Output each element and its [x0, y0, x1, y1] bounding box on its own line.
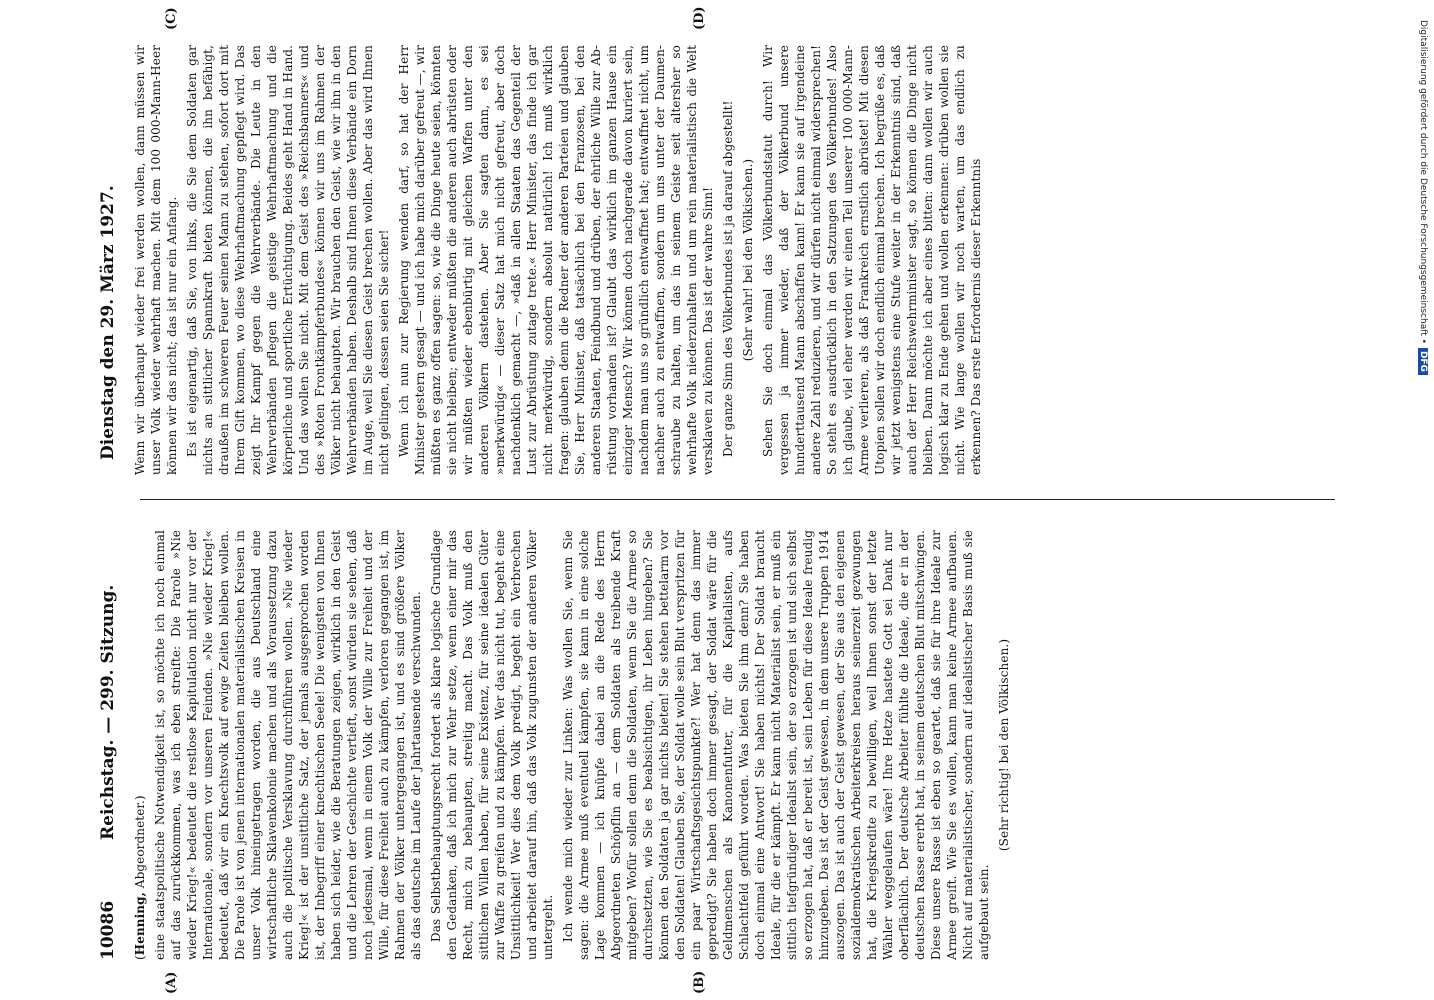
paragraph: Der ganze Sinn des Völkerbundes ist ja darauf abgestellt!: [721, 100, 735, 457]
digitization-note-text: Digitalisierung gefördert durch die Deutsche Forschungsgemeinschaft •: [1418, 20, 1428, 344]
margin-marker-b: (B): [692, 970, 707, 994]
interjection: (Sehr wahr! bei den Völkischen.): [741, 158, 755, 362]
left-column: [132, 530, 1016, 960]
speaker-line: (Henning, Abgeordneter.): [133, 795, 147, 960]
paragraph: Wenn wir überhaupt wieder frei werden wollen, dann müssen wir unser Volk wieder wehrhaft machen. Mit dem 100 000-Mann-Heer können wir das nicht; das ist nur ein Anfang.: [133, 45, 179, 475]
dfg-logo: DFG: [1418, 348, 1428, 375]
paragraph: Sehen Sie doch einmal das Völkerbundstatut durch! Wir vergessen ja immer wieder, daß der Völkerbund unsere hunderttausend Mann abschaffen kann! Er kann sie auf irgendeine andere Zahl reduzieren, und wir dürfen nicht einmal widersprechen! So steht es ausdrücklich in den Satzungen des Völkerbundes! Also ich glaube, viel eher werden wir einen Teil unserer 100 000-Mann-Armee verlieren, als daß Frankreich ernstlich abrüstet! Mit diesen Utopien sollen wir doch endlich einmal brechen. Ich begrüße es, daß wir jetzt wenigstens eine Stufe weiter in der Erkenntnis sind, daß auch der Herr Reichswehrminister sagt, so können die Dinge nicht bleiben. Dann möchte ich aber eines bitten: dann wollen wir auch logisch klar zu Ende gehen und wollen erkennen: drüben wollen sie nicht. Wie lange wollen wir noch warten, um das endlich zu erkennen? Das erste Erfordernis dieser Erkenntnis: [761, 45, 983, 475]
right-heading: Dienstag den 29. März 1927.: [98, 185, 118, 460]
paragraph: Es ist eigenartig, daß Sie, von links, die Sie dem Soldaten gar nichts an sittlicher Spannkraft bieten können, die ihn befähigt, draußen im schweren Feuer seinen Mann zu stehen, sofort dort mit Ihrem Gift kommen, wo diese Wehrhaftmachung gepflegt wird. Das zeigt Ihr Kampf gegen die Wehrverbände. Die Leute in den Wehrverbänden pflegen die geistige Wehrhaftmachung und die körperliche und sportliche Ertüchtigung. Beides geht Hand in Hand. Und das wollen Sie nicht. Mit dem Geist des »Reichsbanners« und des »Roten Frontkämpferbundes« können wir uns im Rahmen der Völker nicht behaupten. Wir brauchen den Geist, wie wir ihn in den Wehrverbänden haben. Deshalb sind Ihnen diese Verbände ein Dorn im Auge, weil Sie diesen Geist brechen wollen. Aber das wird Ihnen nicht gelingen, dessen seien Sie sicher!: [185, 45, 391, 475]
column-divider: [140, 499, 1335, 500]
margin-marker-c: (C): [164, 7, 179, 30]
margin-marker-a: (A): [164, 971, 179, 994]
paragraph: Wenn ich nun zur Regierung wenden darf, so hat der Herr Minister gestern gesagt — und ich habe mich darüber gefreut —, wir müßten es ganz offen sagen: so, wie die Dinge heute seien, könnten sie nicht bleiben; entweder müßten die anderen auch abrüsten oder wir müßten wieder ebenbürtig mit gleichen Waffen unter den anderen Völkern dastehen. Aber Sie sagten dann, es sei »merkwürdig« — dieser Satz hat mich nicht gefreut, aber doch nachdenklich gemacht —, »daß in allen Staaten das Gegenteil der Lust zur Abrüstung zutage trete.« Herr Minister, das finde ich gar nicht merkwürdig, sondern absolut natürlich! Ich muß wirklich fragen: glauben denn die Redner der anderen Parteien und glauben Sie, Herr Minister, daß tatsächlich bei den Franzosen, bei den anderen Staaten, Feindbund und drüben, der ehrliche Wille zur Abrüstung vorhanden ist? Glaubt das wirklich im ganzen Hause ein einziger Mensch? Wir können doch nachgerade davon kuriert sein, nachdem man uns so gründlich entwaffnet hat; entwaffnet nicht, um nachher auch zu entwaffnen, sondern um uns unter der Daumenschraube zu halten, um das in seinem Geiste seit altersher so wehrhafte Volk niederzuhalten und um rein materialistisch die Welt versklaven zu können. Das ist der wahre Sinn!: [397, 45, 715, 475]
right-column: [132, 45, 988, 475]
page-number: 10086: [98, 900, 118, 960]
paragraph: Das Selbstbehauptungsrecht fordert als klare logische Grundlage den Gedanken, daß ich mich zur Wehr setze, wenn einer mir das Recht, mich zu behaupten, streitig macht. Das Volk muß den sittlichen Willen haben, für seine Existenz, für seine idealen Güter zur Waffe zu greifen und zu kämpfen. Wer das nicht tut, begeht eine Unsittlichkeit! Wer dies dem Volk predigt, begeht ein Verbrechen und arbeitet darauf hin, daß das Volk zugunsten der anderen Völker untergeht.: [429, 530, 555, 960]
speaker-name: Henning,: [133, 892, 147, 956]
left-heading: Reichstag. — 299. Sitzung.: [98, 584, 118, 840]
running-head: [92, 40, 124, 960]
rotated-document-page: [92, 6, 1342, 994]
paragraph: eine staatspolitische Notwendigkeit ist, so möchte ich noch einmal auf das zurückkommen, was ich eben streifte: Die Parole »Nie wieder Krieg!« bedeutet die restlose Kapitulation nicht nur vor der Internationale, sondern vor unseren Feinden. »Nie wieder Krieg!« bedeutet, daß wir ein Knechtsvolk auf ewige Zeiten bleiben wollen. Die Parole ist von jenen internationalen materialistischen Kreisen in unser Volk hineingetragen worden, die aus Deutschland eine wirtschaftliche Sklavenkolonie machen und als Voraussetzung dazu auch die politische Versklavung durchführen wollen. »Nie wieder Krieg!« ist der unsittliche Satz, der jemals ausgesprochen worden ist, der Inbegriff einer knechtischen Seele! Die wenigsten von Ihnen haben sich leider, wie die Beratungen zeigen, wirklich in den Geist und die Lehren der Geschichte vertieft, sonst würden sie sehen, daß noch jedesmal, wenn in einem Volk der Wille zur Freiheit und der Wille, für diese Freiheit auch zu kämpfen, verloren gegangen ist, im Rahmen der Völker untergegangen ist, und es sind größere Völker als das deutsche im Laufe der Jahrtausende verschwunden.: [153, 530, 423, 960]
margin-marker-d: (D): [692, 6, 707, 30]
interjection: (Sehr richtig! bei den Völkischen.): [997, 638, 1011, 852]
speaker-note: Abgeordneter.: [133, 800, 147, 889]
digitization-note-text-wrap: [1418, 20, 1428, 375]
digitization-note: [1412, 20, 1428, 920]
page-content: [92, 6, 1342, 994]
paragraph: Ich wende mich wieder zur Linken: Was wollen Sie, wenn Sie sagen: die Armee muß eventuell kämpfen, sie kann in eine solche Lage kommen — ich knüpfe dabei an die Rede des Herrn Abgeordneten Schöpflin an — dem Soldaten als treibende Kraft mitgeben? Wofür sollen denn die Soldaten, wenn Sie die Armee so durchsetzten, wie Sie es beabsichtigen, ihr Leben hingeben? Sie können den Soldaten ja gar nichts bieten! Sie stehen bettelarm vor den Soldaten! Glauben Sie, der Soldat wolle sein Blut verspritzen für ein paar Wirtschaftsgesichtspunkte?! Wer hat denn das immer gepredigt? Sie haben doch immer gesagt, der Soldat wäre für die Geldmenschen als Kanonenfutter, für die Kapitalisten, aufs Schlachtfeld geführt worden. Was bieten Sie ihm denn? Sie haben doch einmal eine Antwort! Sie haben nichts! Der Soldat braucht Ideale, für die er kämpft. Er kann nicht Materialist sein, er muß ein sittlich tiefgründiger Idealist sein, der so erzogen ist und sich selbst so erzogen hat, daß er bereit ist, sein Leben für diese Ideale freudig hinzugeben. Das ist der Geist gewesen, in dem unsere Truppen 1914 auszogen. Das ist auch der Geist gewesen, der Sie aus den eigenen sozialdemokratischen Arbeiterkreisen heraus seinerzeit gezwungen hat, die Kriegskredite zu bewilligen, weil Ihnen sonst der letzte Wähler weggelaufen wäre! Ihre Hetze hastete Gott sei Dank nur oberflächlich. Der deutsche Arbeiter fühlte die Ideale, die er in der deutschen Rasse ererbt hat, in seinem deutschen Blut mitschwingen. Diese unsere Rasse ist eben so geartet, daß sie für ihre Ideale zur Armee greift. Wie Sie es wollen, kann man keine Armee aufbauen. Nicht auf materialistischer, sondern auf idealistischer Basis muß sie aufgebaut sein.: [561, 530, 991, 960]
